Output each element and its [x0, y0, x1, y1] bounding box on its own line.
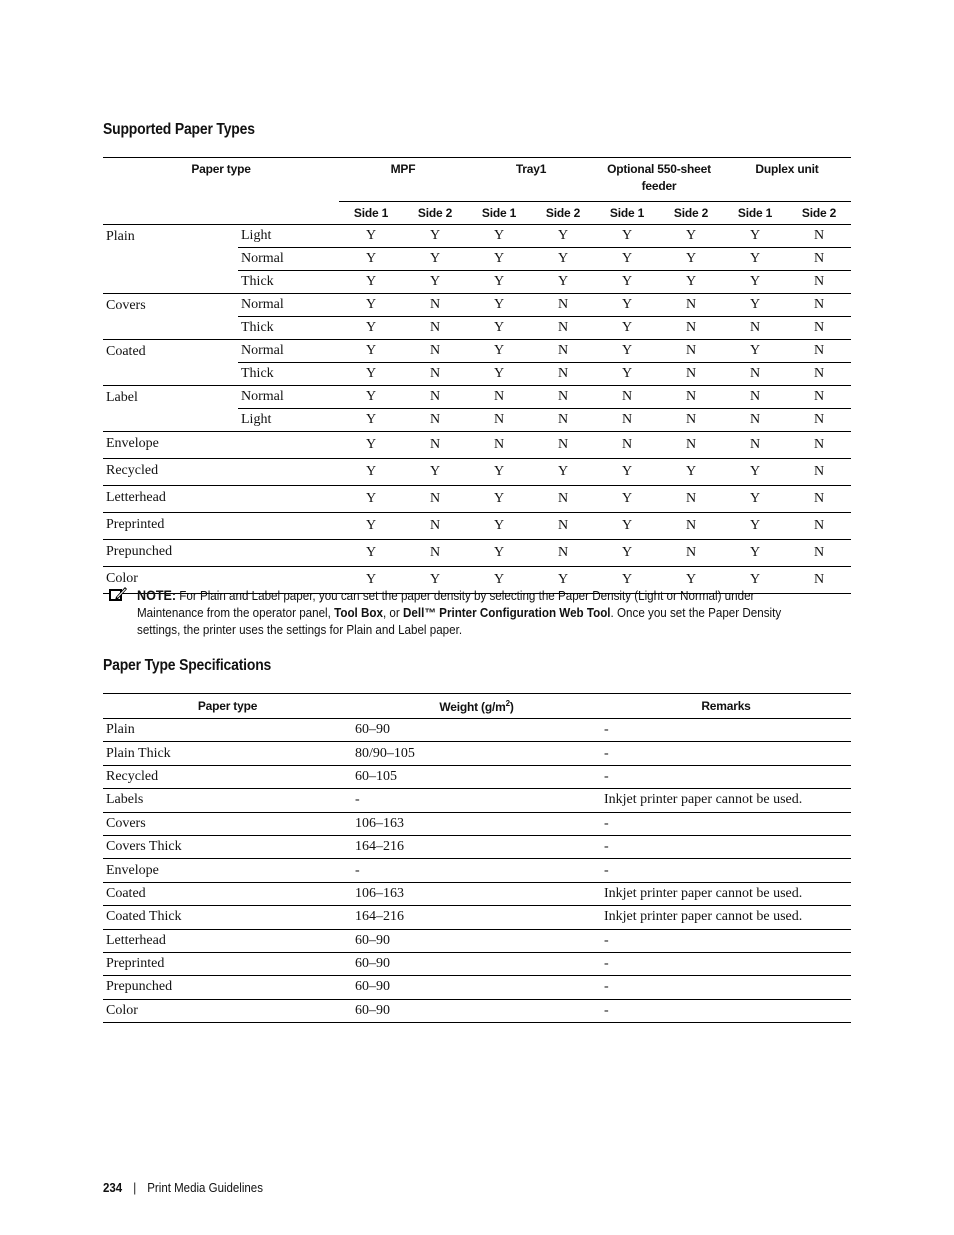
value-cell: Y	[339, 459, 403, 486]
remarks-cell: -	[601, 859, 851, 882]
value-cell: N	[531, 486, 595, 513]
paper-subtype-cell: Normal	[238, 248, 339, 271]
value-cell: Y	[595, 248, 659, 271]
value-cell: Y	[467, 486, 531, 513]
value-cell: N	[659, 486, 723, 513]
remarks-cell: Inkjet printer paper cannot be used.	[601, 789, 851, 812]
value-cell: Y	[339, 317, 403, 340]
remarks-cell: -	[601, 742, 851, 765]
weight-cell: 164–216	[352, 906, 601, 929]
remarks-cell: -	[601, 719, 851, 742]
chapter-title: Print Media Guidelines	[147, 1181, 263, 1195]
table-row	[103, 929, 851, 952]
paper-type-cell: Envelope	[103, 432, 339, 459]
section-title-paper-type-specifications: Paper Type Specifications	[103, 657, 272, 674]
weight-cell: -	[352, 789, 601, 812]
remarks-cell: Inkjet printer paper cannot be used.	[601, 882, 851, 905]
value-cell: Y	[467, 540, 531, 567]
value-cell: Y	[723, 540, 787, 567]
page-number: 234	[103, 1181, 123, 1195]
paper-type-cell: Recycled	[103, 765, 352, 788]
value-cell: Y	[467, 271, 531, 294]
table-row	[103, 789, 851, 812]
value-cell: N	[787, 340, 851, 363]
table-row	[103, 340, 851, 363]
value-cell: Y	[403, 567, 467, 594]
paper-type-cell: Prepunched	[103, 976, 352, 999]
weight-cell: 106–163	[352, 812, 601, 835]
note-label: NOTE:	[137, 588, 177, 603]
value-cell: Y	[339, 363, 403, 386]
value-cell: N	[787, 363, 851, 386]
value-cell: Y	[403, 248, 467, 271]
paper-type-cell: Plain	[103, 225, 238, 294]
footer-separator: |	[133, 1181, 137, 1195]
paper-type-cell: Coated	[103, 882, 352, 905]
value-cell: Y	[467, 317, 531, 340]
value-cell: Y	[339, 567, 403, 594]
value-cell: N	[595, 386, 659, 409]
table-row	[103, 859, 851, 882]
value-cell: Y	[595, 317, 659, 340]
value-cell: Y	[339, 248, 403, 271]
paper-subtype-cell: Light	[238, 409, 339, 432]
value-cell: Y	[531, 248, 595, 271]
value-cell: Y	[723, 248, 787, 271]
value-cell: Y	[403, 459, 467, 486]
note-text: , or	[382, 606, 404, 620]
table-row	[103, 906, 851, 929]
value-cell: Y	[403, 271, 467, 294]
value-cell: Y	[531, 271, 595, 294]
value-cell: N	[787, 513, 851, 540]
table-row	[103, 882, 851, 905]
value-cell: N	[595, 409, 659, 432]
value-cell: Y	[467, 340, 531, 363]
paper-subtype-cell: Thick	[238, 271, 339, 294]
value-cell: Y	[723, 567, 787, 594]
header-paper-type: Paper type	[191, 162, 251, 176]
value-cell: Y	[531, 225, 595, 248]
value-cell: N	[403, 540, 467, 567]
note-paragraph	[137, 587, 788, 639]
paper-type-cell: Prepunched	[103, 540, 339, 567]
weight-cell: 60–90	[352, 929, 601, 952]
value-cell: N	[787, 317, 851, 340]
table-row	[103, 540, 851, 567]
header-side2: Side 2	[787, 202, 851, 225]
value-cell: Y	[339, 432, 403, 459]
table-row	[103, 812, 851, 835]
value-cell: N	[595, 432, 659, 459]
value-cell: Y	[659, 271, 723, 294]
weight-cell: 60–105	[352, 765, 601, 788]
value-cell: Y	[723, 271, 787, 294]
value-cell: Y	[723, 340, 787, 363]
table-row	[103, 513, 851, 540]
value-cell: Y	[723, 225, 787, 248]
value-cell: N	[403, 386, 467, 409]
value-cell: N	[403, 363, 467, 386]
value-cell: Y	[339, 486, 403, 513]
table-row	[103, 386, 851, 409]
paper-subtype-cell: Normal	[238, 294, 339, 317]
value-cell: N	[659, 540, 723, 567]
table-row	[103, 742, 851, 765]
pencil-note-icon	[108, 586, 128, 602]
table-row	[103, 459, 851, 486]
value-cell: N	[659, 317, 723, 340]
weight-cell: -	[352, 859, 601, 882]
weight-cell: 60–90	[352, 976, 601, 999]
header-side2: Side 2	[659, 202, 723, 225]
remarks-cell: -	[601, 976, 851, 999]
value-cell: N	[403, 294, 467, 317]
value-cell: Y	[723, 513, 787, 540]
paper-subtype-cell: Light	[238, 225, 339, 248]
paper-type-cell: Label	[103, 386, 238, 432]
supported-paper-types-table	[103, 157, 851, 594]
paper-type-cell: Covers	[103, 294, 238, 340]
value-cell: Y	[339, 340, 403, 363]
value-cell: N	[403, 340, 467, 363]
paper-subtype-cell: Normal	[238, 386, 339, 409]
value-cell: N	[531, 513, 595, 540]
web-tool-term: Dell™ Printer Configuration Web Tool	[403, 606, 611, 620]
value-cell: N	[403, 317, 467, 340]
tool-box-term: Tool Box	[334, 606, 383, 620]
value-cell: Y	[723, 294, 787, 317]
value-cell: Y	[531, 567, 595, 594]
remarks-cell: -	[601, 812, 851, 835]
value-cell: N	[787, 567, 851, 594]
value-cell: Y	[659, 567, 723, 594]
value-cell: N	[787, 459, 851, 486]
table-row	[103, 294, 851, 317]
value-cell: N	[659, 386, 723, 409]
table-row	[103, 835, 851, 858]
paper-subtype-cell: Thick	[238, 363, 339, 386]
value-cell: N	[531, 386, 595, 409]
value-cell: Y	[659, 225, 723, 248]
header-duplex-unit: Duplex unit	[755, 162, 819, 176]
value-cell: N	[403, 432, 467, 459]
value-cell: N	[659, 409, 723, 432]
paper-subtype-cell: Thick	[238, 317, 339, 340]
note-text: For Plain and Label paper, you can set the paper density by selecting the Paper Density (Light or Normal) under Maintenance from the operator panel,	[137, 589, 755, 620]
value-cell: N	[787, 432, 851, 459]
value-cell: Y	[467, 248, 531, 271]
table-row	[103, 999, 851, 1022]
header-remarks: Remarks	[601, 694, 851, 719]
value-cell: Y	[595, 567, 659, 594]
weight-cell: 60–90	[352, 952, 601, 975]
remarks-cell: Inkjet printer paper cannot be used.	[601, 906, 851, 929]
weight-cell: 106–163	[352, 882, 601, 905]
weight-cell: 60–90	[352, 999, 601, 1022]
header-weight: Weight $(g/m^2)$	[352, 694, 601, 719]
value-cell: Y	[723, 486, 787, 513]
weight-cell: 164–216	[352, 835, 601, 858]
value-cell: N	[659, 340, 723, 363]
paper-type-cell: Letterhead	[103, 486, 339, 513]
paper-type-cell: Color	[103, 999, 352, 1022]
value-cell: N	[723, 409, 787, 432]
value-cell: N	[531, 340, 595, 363]
header-mpf: MPF	[390, 162, 416, 176]
value-cell: N	[787, 271, 851, 294]
paper-type-cell: Coated	[103, 340, 238, 386]
value-cell: N	[787, 225, 851, 248]
value-cell: N	[531, 540, 595, 567]
value-cell: N	[531, 432, 595, 459]
value-cell: N	[723, 432, 787, 459]
paper-type-cell: Labels	[103, 789, 352, 812]
value-cell: N	[467, 432, 531, 459]
value-cell: N	[403, 486, 467, 513]
table-row	[103, 432, 851, 459]
section-title-supported-paper-types: Supported Paper Types	[103, 121, 255, 138]
paper-type-cell: Letterhead	[103, 929, 352, 952]
paper-type-cell: Preprinted	[103, 513, 339, 540]
value-cell: Y	[723, 459, 787, 486]
header-side1: Side 1	[339, 202, 403, 225]
value-cell: Y	[595, 513, 659, 540]
value-cell: Y	[595, 340, 659, 363]
value-cell: N	[787, 486, 851, 513]
table-row	[103, 765, 851, 788]
value-cell: N	[531, 409, 595, 432]
table-row	[103, 976, 851, 999]
value-cell: Y	[595, 271, 659, 294]
paper-type-cell: Plain Thick	[103, 742, 352, 765]
weight-cell: 60–90	[352, 719, 601, 742]
value-cell: N	[659, 432, 723, 459]
paper-subtype-cell: Normal	[238, 340, 339, 363]
value-cell: N	[723, 363, 787, 386]
value-cell: Y	[467, 513, 531, 540]
table-row	[103, 225, 851, 248]
paper-type-cell: Covers Thick	[103, 835, 352, 858]
value-cell: N	[723, 386, 787, 409]
value-cell: Y	[595, 363, 659, 386]
note-text: . Once you set the Paper Density settings, the printer uses the settings for Plain and Label paper.	[137, 606, 782, 637]
value-cell: Y	[467, 459, 531, 486]
value-cell: Y	[403, 225, 467, 248]
value-cell: N	[787, 386, 851, 409]
value-cell: N	[659, 513, 723, 540]
paper-type-cell: Envelope	[103, 859, 352, 882]
value-cell: Y	[467, 225, 531, 248]
header-paper-type: Paper type	[103, 694, 352, 719]
value-cell: N	[531, 294, 595, 317]
table-row	[103, 486, 851, 513]
value-cell: Y	[467, 567, 531, 594]
value-cell: N	[787, 294, 851, 317]
weight-cell: 80/90–105	[352, 742, 601, 765]
paper-type-cell: Color	[103, 567, 339, 594]
value-cell: Y	[339, 409, 403, 432]
value-cell: N	[723, 317, 787, 340]
value-cell: Y	[339, 540, 403, 567]
table-row	[103, 719, 851, 742]
header-optional-feeder: Optional 550-sheet feeder	[607, 162, 711, 193]
value-cell: Y	[595, 486, 659, 513]
header-blank	[103, 202, 339, 225]
value-cell: Y	[339, 225, 403, 248]
value-cell: Y	[659, 248, 723, 271]
value-cell: Y	[467, 294, 531, 317]
value-cell: N	[659, 294, 723, 317]
value-cell: Y	[339, 294, 403, 317]
paper-type-cell: Recycled	[103, 459, 339, 486]
header-side1: Side 1	[595, 202, 659, 225]
paper-type-specifications-table	[103, 693, 851, 1023]
remarks-cell: -	[601, 765, 851, 788]
remarks-cell: -	[601, 929, 851, 952]
value-cell: Y	[595, 459, 659, 486]
table-row	[103, 952, 851, 975]
value-cell: Y	[595, 225, 659, 248]
value-cell: Y	[595, 294, 659, 317]
remarks-cell: -	[601, 952, 851, 975]
value-cell: N	[467, 409, 531, 432]
value-cell: N	[787, 409, 851, 432]
value-cell: Y	[339, 513, 403, 540]
value-cell: N	[787, 248, 851, 271]
page-footer	[103, 1181, 263, 1195]
paper-type-cell: Covers	[103, 812, 352, 835]
header-side2: Side 2	[403, 202, 467, 225]
header-side2: Side 2	[531, 202, 595, 225]
value-cell: N	[403, 409, 467, 432]
remarks-cell: -	[601, 999, 851, 1022]
value-cell: N	[403, 513, 467, 540]
value-cell: N	[531, 317, 595, 340]
value-cell: Y	[339, 271, 403, 294]
remarks-cell: -	[601, 835, 851, 858]
paper-type-cell: Coated Thick	[103, 906, 352, 929]
header-side1: Side 1	[467, 202, 531, 225]
value-cell: N	[467, 386, 531, 409]
value-cell: Y	[339, 386, 403, 409]
value-cell: N	[659, 363, 723, 386]
value-cell: Y	[595, 540, 659, 567]
paper-type-cell: Plain	[103, 719, 352, 742]
header-tray1: Tray1	[515, 162, 547, 176]
value-cell: Y	[531, 459, 595, 486]
paper-type-cell: Preprinted	[103, 952, 352, 975]
value-cell: N	[531, 363, 595, 386]
value-cell: N	[787, 540, 851, 567]
header-side1: Side 1	[723, 202, 787, 225]
value-cell: Y	[659, 459, 723, 486]
value-cell: Y	[467, 363, 531, 386]
